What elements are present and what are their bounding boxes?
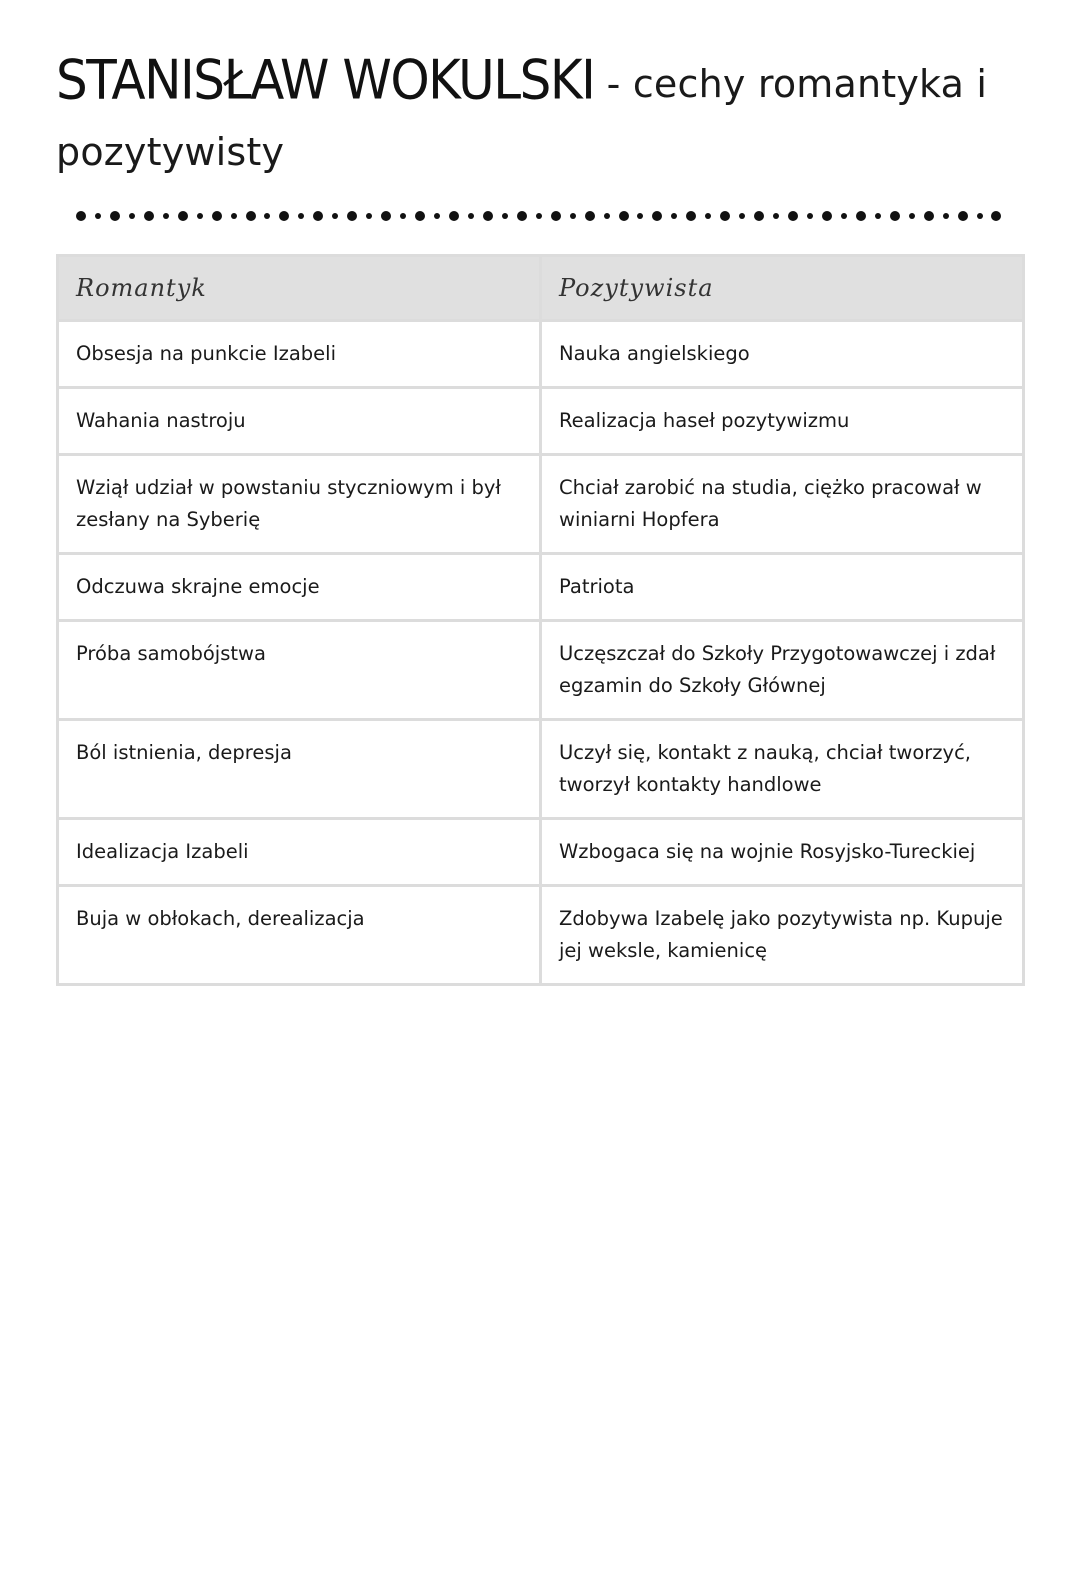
divider-dot: [924, 211, 934, 221]
table-row: [58, 321, 1024, 388]
table-row: [58, 886, 1024, 985]
pozytywista-cell: Wzbogaca się na wojnie Rosyjsko-Tureckiej: [541, 819, 1024, 886]
divider-dot: [671, 213, 677, 219]
divider-dot: [95, 213, 101, 219]
romantyk-cell: Wahania nastroju: [58, 388, 541, 455]
romantyk-cell: Obsesja na punkcie Izabeli: [58, 321, 541, 388]
table-header-row: [58, 256, 1024, 321]
divider-dot: [652, 211, 662, 221]
divider-dot: [585, 211, 595, 221]
divider-dot: [890, 211, 900, 221]
romantyk-cell: Idealizacja Izabeli: [58, 819, 541, 886]
table-row: [58, 554, 1024, 621]
divider-dot: [313, 211, 323, 221]
divider-dot: [298, 213, 304, 219]
divider-dot: [943, 213, 949, 219]
traits-table: [56, 254, 1025, 986]
divider-dot: [163, 213, 169, 219]
header-pozytywista: Pozytywista: [541, 256, 1024, 321]
divider-dot: [129, 213, 135, 219]
divider-dot: [197, 213, 203, 219]
divider-dot: [856, 211, 866, 221]
title-name: STANISŁAW WOKULSKI: [56, 48, 595, 112]
divider-dot: [536, 213, 542, 219]
divider-dot: [754, 211, 764, 221]
romantyk-cell: Odczuwa skrajne emocje: [58, 554, 541, 621]
divider-dot: [619, 211, 629, 221]
divider-dot: [705, 213, 711, 219]
divider-dot: [381, 211, 391, 221]
divider-dot: [110, 211, 120, 221]
divider-dot: [822, 211, 832, 221]
pozytywista-cell: Nauka angielskiego: [541, 321, 1024, 388]
divider-dot: [570, 213, 576, 219]
divider-dot: [977, 213, 983, 219]
divider-dot: [875, 213, 881, 219]
divider-dot: [264, 213, 270, 219]
divider-dot: [246, 211, 256, 221]
divider-dot: [841, 213, 847, 219]
divider-dot: [332, 213, 338, 219]
divider-dot: [400, 213, 406, 219]
divider-dot: [958, 211, 968, 221]
romantyk-cell: Buja w obłokach, derealizacja: [58, 886, 541, 985]
romantyk-cell: Próba samobójstwa: [58, 621, 541, 720]
divider-dot: [991, 211, 1001, 221]
divider-dot: [773, 213, 779, 219]
divider-dot: [212, 211, 222, 221]
pozytywista-cell: Chciał zarobić na studia, ciężko pracował w winiarni Hopfera: [541, 455, 1024, 554]
divider-dot: [178, 211, 188, 221]
divider-dot: [449, 211, 459, 221]
divider-dot: [720, 211, 730, 221]
header-romantyk: Romantyk: [58, 256, 541, 321]
pozytywista-cell: Uczęszczał do Szkoły Przygotowawczej i zdał egzamin do Szkoły Głównej: [541, 621, 1024, 720]
romantyk-cell: Wziął udział w powstaniu styczniowym i był zesłany na Syberię: [58, 455, 541, 554]
divider-dot: [366, 213, 372, 219]
divider-dot: [279, 211, 289, 221]
table-row: [58, 819, 1024, 886]
pozytywista-cell: Uczył się, kontakt z nauką, chciał tworzyć, tworzył kontakty handlowe: [541, 720, 1024, 819]
divider-dot: [76, 211, 86, 221]
table-row: [58, 388, 1024, 455]
divider-dot: [604, 213, 610, 219]
divider-dot: [483, 211, 493, 221]
divider-dot: [347, 211, 357, 221]
divider-dot: [551, 211, 561, 221]
divider-dot: [637, 213, 643, 219]
page-title: [56, 46, 1036, 186]
table-row: [58, 455, 1024, 554]
divider-dot: [739, 213, 745, 219]
divider-dot: [415, 211, 425, 221]
divider-dot: [231, 213, 237, 219]
divider-dot: [788, 211, 798, 221]
table-row: [58, 621, 1024, 720]
divider-dot: [468, 213, 474, 219]
dotted-divider: [76, 209, 1002, 223]
pozytywista-cell: Zdobywa Izabelę jako pozytywista np. Kupuje jej weksle, kamienicę: [541, 886, 1024, 985]
pozytywista-cell: Realizacja haseł pozytywizmu: [541, 388, 1024, 455]
divider-dot: [517, 211, 527, 221]
romantyk-cell: Ból istnienia, depresja: [58, 720, 541, 819]
divider-dot: [909, 213, 915, 219]
title-subtitle: - cechy romantyka i pozytywisty: [56, 62, 988, 174]
table-row: [58, 720, 1024, 819]
divider-dot: [807, 213, 813, 219]
divider-dot: [434, 213, 440, 219]
divider-dot: [502, 213, 508, 219]
pozytywista-cell: Patriota: [541, 554, 1024, 621]
divider-dot: [686, 211, 696, 221]
divider-dot: [144, 211, 154, 221]
